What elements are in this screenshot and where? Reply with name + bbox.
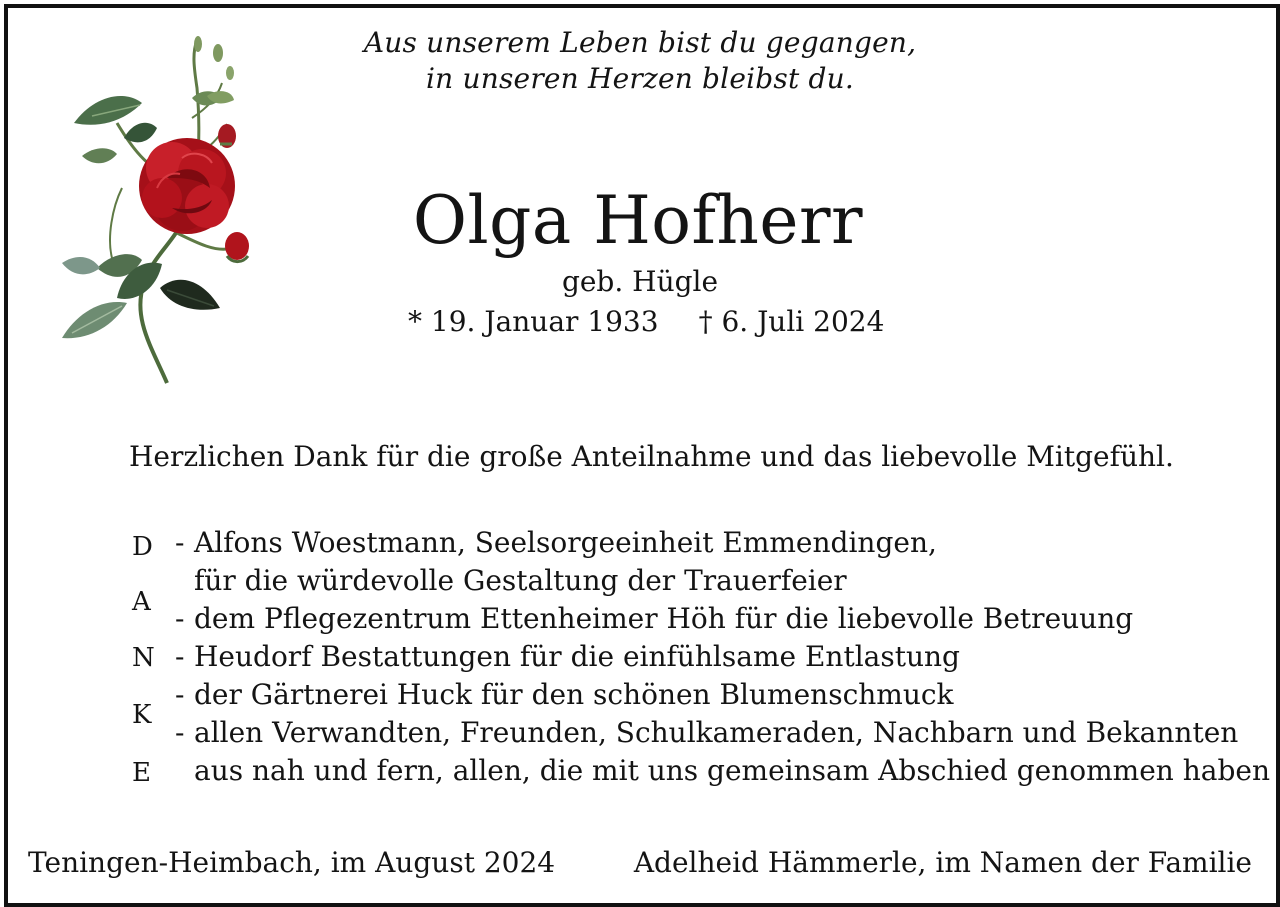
maiden-name: geb. Hügle [561,265,719,298]
place-date: Teningen-Heimbach, im August 2024 [28,846,556,879]
thanks-list [175,524,1270,790]
list-item: - Heudorf Bestattungen für die einfühlsame Entlastung [175,640,960,673]
list-item: - Alfons Woestmann, Seelsorgeeinheit Emmendingen, [175,526,937,559]
danke-acrostic [132,525,154,795]
acrostic-letter: A [132,587,151,617]
birth-date: * 19. Januar 1933 [408,305,659,338]
life-dates [408,305,884,338]
signature: Adelheid Hämmerle, im Namen der Familie [633,846,1252,879]
list-item: für die würdevolle Gestaltung der Trauerfeier [194,564,847,597]
thanks-line: Herzlichen Dank für die große Anteilnahme und das liebevolle Mitgefühl. [129,440,1174,473]
motto-line-2: in unseren Herzen bleibst du. [426,62,854,95]
list-item: - dem Pflegezentrum Ettenheimer Höh für die liebevolle Betreuung [175,602,1134,635]
acrostic-letter: N [132,643,155,673]
list-item: aus nah und fern, allen, die mit uns gemeinsam Abschied genommen haben [194,754,1270,787]
death-date: † 6. Juli 2024 [698,305,885,338]
deceased-name: Olga Hofherr [412,182,864,259]
acrostic-letter: K [132,700,152,730]
list-item: - der Gärtnerei Huck für den schönen Blumenschmuck [175,678,954,711]
acrostic-letter: E [132,758,151,788]
motto-line-1: Aus unserem Leben bist du gegangen, [363,26,917,59]
acrostic-letter: D [132,532,153,562]
list-item: - allen Verwandten, Freunden, Schulkameraden, Nachbarn und Bekannten [175,716,1239,749]
